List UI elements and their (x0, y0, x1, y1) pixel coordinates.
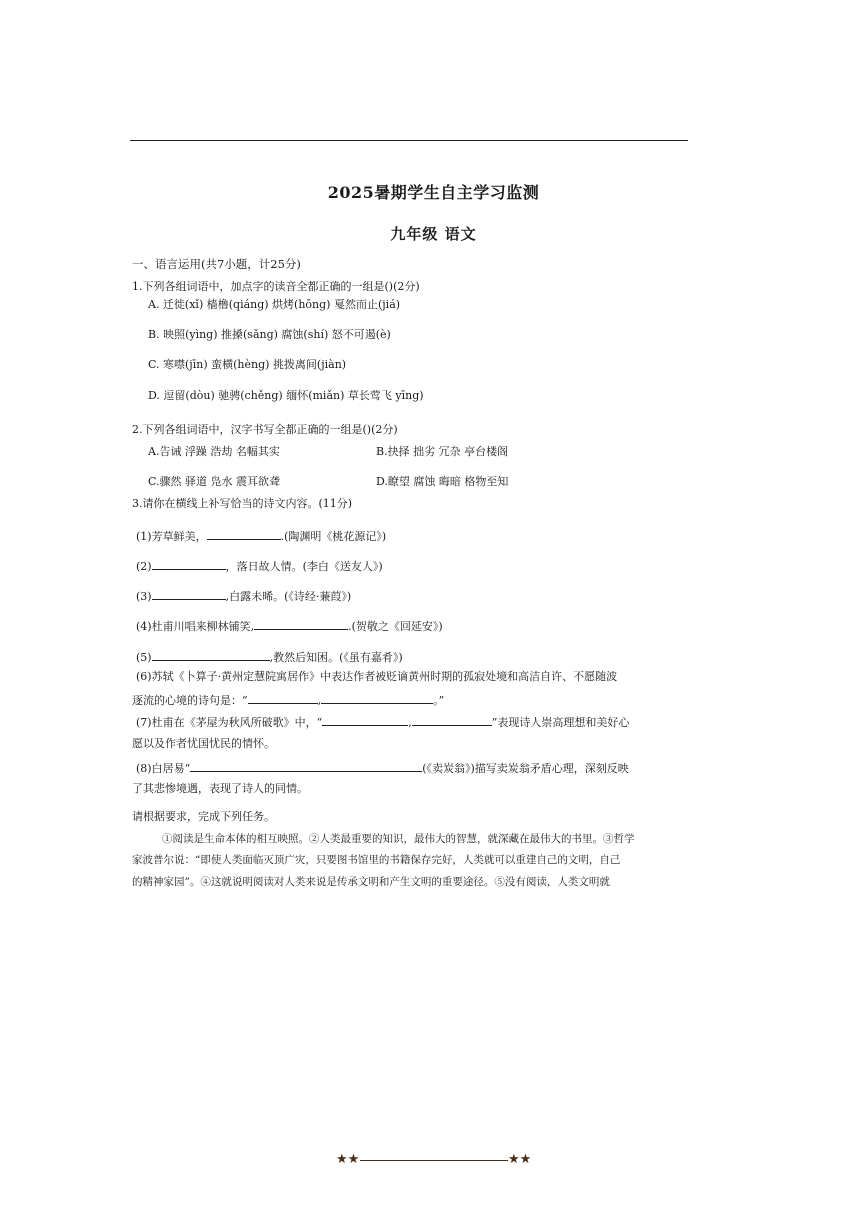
q3-item-5 (136, 649, 403, 665)
q3-item-6-line1: (6)苏轼《卜算子·黄州定慧院寓居作》中表达作者被贬谪黄州时期的孤寂处境和高洁自许、不愿随波 (136, 670, 618, 683)
answer-blank[interactable] (321, 692, 433, 704)
q2-option-b: B.抉择 拙劣 冗杂 亭台楼阁 (376, 445, 509, 458)
q3-item-6-end: 。” (433, 694, 445, 707)
exam-subtitle: 九年级 语文 (390, 225, 477, 243)
q3-item-5-source: ,教然后知困。(《虽有嘉肴》) (269, 651, 403, 664)
q1-option-a: A. 迁徙(xǐ) 樯橹(qiáng) 烘烤(hōng) 戛然而止(jiá) (148, 298, 401, 311)
q2-option-c: C.骤然 驿道 凫水 震耳欲聋 (148, 475, 281, 488)
q1-option-c: C. 寒噤(jīn) 蛮横(hèng) 挑拨离间(jiàn) (148, 358, 347, 371)
answer-blank[interactable] (152, 588, 226, 600)
q3-item-8-line1 (136, 760, 629, 776)
q1-stem: 1.下列各组词语中，加点字的读音全都正确的一组是()(2分) (132, 280, 420, 293)
q2-option-a: A.告诫 浮躁 浩劫 名幅其实 (148, 445, 280, 458)
q3-item-1-prefix: (1)芳草鲜美， (136, 530, 207, 543)
q3-item-3 (136, 588, 351, 604)
q3-item-2-source: ，落日故人情。(李白《送友人》) (225, 560, 383, 573)
q3-item-4 (136, 618, 443, 634)
q1-option-b: B. 映照(yìng) 推搡(sǎng) 腐蚀(shí) 怒不可遏(è) (148, 328, 391, 341)
q3-item-6-line2 (132, 692, 444, 708)
q3-item-4-source: .(贺敬之《回延安》) (348, 620, 443, 633)
q3-item-1-source: .(陶渊明《桃花源记》) (280, 530, 387, 543)
q3-item-6-comma: , (317, 694, 322, 707)
q3-item-2-prefix: (2) (136, 560, 152, 573)
answer-blank[interactable] (322, 714, 408, 726)
q3-item-5-prefix: (5) (136, 651, 152, 664)
passage-line-3: 的精神家园”。④这就说明阅读对人类来说是传承文明和产生文明的重要途径。⑤没有阅读，人类文明就 (132, 876, 610, 888)
q3-item-6-prefix: 逐流的心境的诗句是：“ (132, 694, 248, 707)
page-footer-ornament (336, 1152, 532, 1168)
top-divider (130, 140, 688, 141)
q3-item-7-suffix: ”表现诗人崇高理想和美好心 (491, 716, 630, 729)
q3-item-8-prefix: (8)白居易“ (136, 762, 191, 775)
section-heading: 一、语言运用(共7小题，计25分) (132, 257, 301, 271)
exam-title: 2025暑期学生自主学习监测 (327, 183, 540, 202)
q3-item-4-prefix: (4)杜甫川唱来柳林铺笑, (136, 620, 255, 633)
answer-blank[interactable] (207, 528, 281, 540)
q3-item-8-suffix: (《卖炭翁》)描写卖炭翁矛盾心理，深刻反映 (422, 762, 629, 775)
q3-item-7-prefix: (7)杜甫在《茅屋为秋风所破歌》中，“ (136, 716, 323, 729)
answer-blank[interactable] (152, 649, 270, 661)
q3-item-8-line2: 了其悲惨境遇，表现了诗人的同情。 (132, 782, 308, 795)
passage-line-1: ①阅读是生命本体的相互映照。②人类最重要的知识，最伟大的智慧，就深藏在最伟大的书里。③哲学 (162, 833, 635, 845)
answer-blank[interactable] (190, 760, 422, 772)
q1-option-d: D. 逗留(dòu) 驰骋(chěng) 缅怀(miǎn) 草长莺飞 yīng) (148, 389, 424, 402)
q3-stem: 3.请你在横线上补写恰当的诗文内容。(11分) (132, 497, 353, 510)
q3-item-1 (136, 528, 386, 544)
answer-blank[interactable] (248, 692, 318, 704)
q3-item-7-comma: , (408, 716, 412, 729)
answer-blank[interactable] (152, 558, 226, 570)
task-intro: 请根据要求，完成下列任务。 (132, 810, 275, 823)
passage-line-2: 家波普尔说：“即使人类面临灭顶广灾，只要图书馆里的书籍保存完好，人类就可以重建自己的文明，自己 (132, 854, 621, 866)
q2-option-d: D.瞭望 腐蚀 晦暗 格物至知 (376, 475, 509, 488)
q2-stem: 2.下列各组词语中，汉字书写全都正确的一组是()(2分) (132, 423, 398, 436)
q3-item-2 (136, 558, 383, 574)
q3-item-3-source: ,白露未晞。(《诗经·蒹葭》) (225, 590, 352, 603)
answer-blank[interactable] (412, 714, 492, 726)
footer-divider (360, 1160, 508, 1161)
q3-item-3-prefix: (3) (136, 590, 152, 603)
q3-item-7-line2: 愿以及作者忧国忧民的情怀。 (132, 737, 275, 750)
answer-blank[interactable] (254, 618, 348, 630)
q3-item-7-line1 (136, 714, 629, 730)
star-icon: ★★ (508, 1152, 532, 1167)
star-icon: ★★ (336, 1152, 360, 1167)
